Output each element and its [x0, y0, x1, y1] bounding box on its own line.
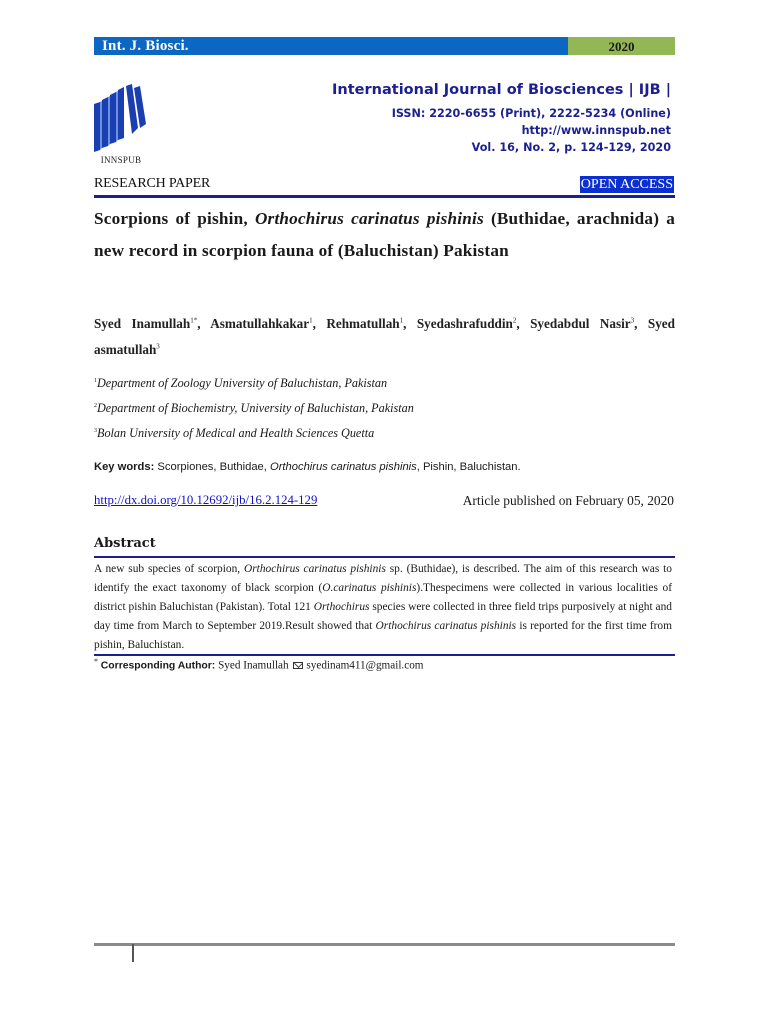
abstract-bottom-rule: [94, 654, 675, 656]
footer-rule: [94, 943, 675, 946]
author: Rehmatullah: [326, 316, 400, 331]
abstract-top-rule: [94, 556, 675, 558]
doi-link[interactable]: http://dx.doi.org/10.12692/ijb/16.2.124-129: [94, 493, 318, 507]
abstract-body: A new sub species of scorpion, Orthochirus carinatus pishinis sp. (Buthidae), is described. The aim of this research was to identify the exact taxonomy of black scorpion (O.carinatus pishinis).Thespecimens were collected in various localities of district pishin Baluchistan (Pakistan). Total 121 Orthochirus species were collected in three field trips purposively at night and day time from March to September 2019.Result showed that Orthochirus carinatus pishinis is reported for the first time from pishin, Baluchistan.: [94, 563, 672, 651]
author: Syedashrafuddin: [416, 316, 513, 331]
journal-year: 2020: [608, 39, 635, 54]
paper-type-label: RESEARCH PAPER: [94, 176, 211, 191]
author-email-link[interactable]: syedinam411@gmail.com: [306, 659, 424, 672]
title-species-name: Orthochirus carinatus pishinis: [254, 209, 484, 228]
journal-url-link[interactable]: http://www.innspub.net: [521, 124, 671, 137]
journal-issn: ISSN: 2220-6655 (Print), 2222-5234 (Online): [391, 107, 671, 120]
author: Syed Inamullah: [94, 316, 191, 331]
author: Syedabdul Nasir: [530, 316, 631, 331]
author-list: Syed Inamullah$^{1*}$, Asmatullahkakar$^1$, Rehmatullah$^1$, Syedashrafuddin$^2$, Syedabdul Nasir$^3$, Syed asmatullah$^3$: [94, 316, 675, 357]
affiliation-1: $^1$Department of Zoology University of Baluchistan, Pakistan: [94, 376, 388, 390]
corresponding-author: * Corresponding Author: Syed Inamullah syedinam411@gmail.com: [94, 657, 424, 672]
abstract-heading: Abstract: [94, 536, 156, 551]
footer-page-marker: [132, 944, 134, 962]
journal-volume: Vol. 16, No. 2, p. 124-129, 2020: [471, 141, 671, 154]
open-access-badge: OPEN ACCESS: [580, 177, 673, 192]
author: Syed asmatullah: [94, 316, 675, 357]
publication-date: Article published on February 05, 2020: [462, 493, 674, 508]
journal-short-name: Int. J. Biosci.: [102, 38, 189, 54]
author: Asmatullahkakar: [210, 316, 310, 331]
affiliation-3: $^3$Bolan University of Medical and Health Sciences Quetta: [94, 426, 375, 440]
publisher-logo-text: INNSPUB: [100, 155, 142, 165]
affiliation-2: $^2$Department of Biochemistry, University of Baluchistan, Pakistan: [94, 401, 414, 415]
envelope-icon: [293, 662, 303, 669]
journal-title: International Journal of Biosciences | IJB |: [332, 82, 671, 98]
keywords: Key words: Scorpiones, Buthidae, Orthochirus carinatus pishinis, Pishin, Baluchistan.: [94, 461, 521, 473]
paper-title: Scorpions of pishin, Orthochirus carinatus pishinis (Buthidae, arachnida) a new record in scorpion fauna of (Baluchistan) Pakistan: [94, 209, 675, 260]
book-stack-logo-icon: [92, 84, 150, 154]
header-divider: [94, 195, 675, 198]
